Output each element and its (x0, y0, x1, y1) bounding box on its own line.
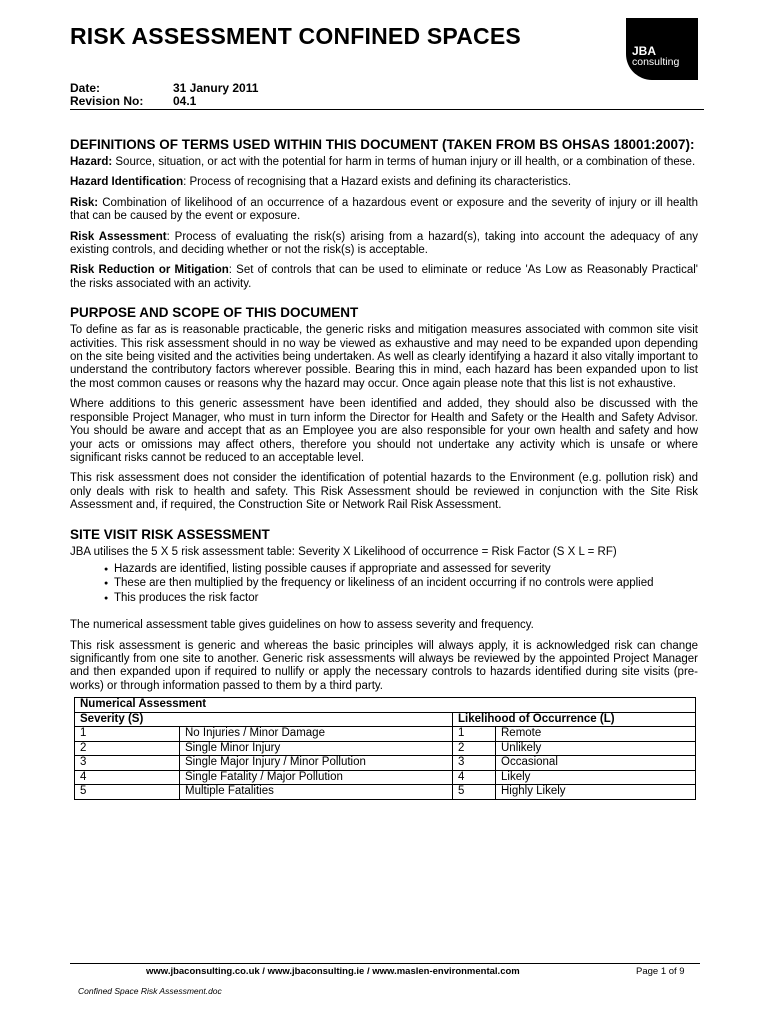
definition-item: Hazard: Source, situation, or act with the potential for harm in terms of human injury or ill health, or a combination of these. (70, 156, 696, 168)
page-title: RISK ASSESSMENT CONFINED SPACES (70, 23, 521, 49)
definitions-heading: DEFINITIONS OF TERMS USED WITHIN THIS DOCUMENT (TAKEN FROM BS OHSAS 18001:2007): (70, 137, 695, 152)
definition-item: Risk Assessment: Process of evaluating the risk(s) arising from a hazard(s), taking into account the adequacy of any existing controls, and deciding whether or not the risk(s) is acceptable. (70, 230, 698, 257)
table-row: 4 Single Fatality / Major Pollution 4 Likely (75, 770, 696, 785)
purpose-heading: PURPOSE AND SCOPE OF THIS DOCUMENT (70, 305, 359, 321)
risk-bullet-list (104, 563, 698, 605)
purpose-paragraph: This risk assessment does not consider the identification of potential hazards to the Environment (e.g. pollution risk) and only deals with risk to health and safety. This Risk Assessment should be reviewed in conjunction with the Site Risk Assessment and, if required, the Construction Site or Network Rail Risk Assessment. (70, 472, 698, 512)
list-item: ● These are then multiplied by the frequency or likeliness of an incident occurring if no controls were applied (104, 577, 698, 590)
site-visit-heading: SITE VISIT RISK ASSESSMENT (70, 526, 270, 542)
document-meta (70, 82, 258, 108)
logo-text-consulting: consulting (632, 56, 680, 68)
table-row: 1 No Injuries / Minor Damage 1 Remote (75, 727, 696, 742)
definition-item: Risk: Combination of likelihood of an occurrence of a hazardous event or exposure and the severity of injury or ill health that can be caused by the event or exposure. (70, 196, 698, 223)
numerical-assessment-table (74, 697, 696, 800)
date-value: 31 Janury 2011 (173, 81, 259, 95)
site-visit-paragraph: The numerical assessment table gives guidelines on how to assess severity and frequency. (70, 619, 534, 632)
table-row: 3 Single Major Injury / Minor Pollution 3 Occasional (75, 756, 696, 771)
site-visit-intro: JBA utilises the 5 X 5 risk assessment table: Severity X Likelihood of occurrence = Risk Factor (S X L = RF) (70, 545, 617, 558)
definition-item: Risk Reduction or Mitigation: Set of controls that can be used to eliminate or reduce 'As Low as Reasonably Practical' the risks associated with an activity. (70, 264, 699, 290)
jba-logo (626, 18, 698, 80)
likelihood-header: Likelihood of Occurrence (L) (453, 712, 696, 727)
revision-label: Revision No: (70, 94, 144, 108)
header-divider (70, 109, 704, 110)
revision-value: 04.1 (173, 94, 197, 108)
site-visit-paragraph: This risk assessment is generic and whereas the basic principles will always apply, it is acknowledged risk can change significantly from one site to another. Generic risk assessments will always be reviewed by the appointed Project Manager and then expanded upon if required to nullify or apply the necessary controls to hazards identified during site visits (pre-works) or through information passed to them by a third party. (70, 639, 698, 692)
severity-header: Severity (S) (75, 712, 453, 727)
definition-item: Hazard Identification: Process of recognising that a Hazard exists and defining its characteristics. (70, 176, 572, 189)
document-filename: Confined Space Risk Assessment.doc (78, 986, 222, 996)
purpose-paragraph: Where additions to this generic assessment have been identified and added, they should also be discussed with the responsible Project Manager, who must in turn inform the Director for Health and Safety or the Health and Safety Advisor. You should be aware and accept that as an Employee you are also responsible for your own health and safety and how your acts or omissions may affect others, therefore you should not undertake any activity which is unsafe or where significant risks cannot be reduced to an acceptable level. (70, 398, 698, 464)
purpose-paragraph: To define as far as is reasonable practicable, the generic risks and mitigation measures associated with common site visit activities. This risk assessment should in no way be viewed as exhaustive and may need to be expanded upon depending on the site being visited and the activities being undertaken. As well as clearly identifying a hazard it also vitally important to understand the contributory factors wherever possible. Bearing this in mind, each hazard has been expanded upon to list the most common causes or reasons why the hazard may occur. Once again please note that this list is not exhaustive. (70, 324, 698, 390)
table-caption: Numerical Assessment (75, 698, 696, 713)
list-item: ● Hazards are identified, listing possible causes if appropriate and assessed for severity (104, 563, 698, 576)
table-row: 5 Multiple Fatalities 5 Highly Likely (75, 785, 696, 800)
table-row: 2 Single Minor Injury 2 Unlikely (75, 741, 696, 756)
footer-divider (70, 963, 700, 964)
page-number: Page 1 of 9 (636, 966, 685, 977)
document-body (70, 137, 698, 800)
logo-text-jba: JBA (632, 44, 657, 58)
list-item: ● This produces the risk factor (104, 592, 698, 605)
date-label: Date: (70, 81, 101, 95)
footer-urls: www.jbaconsulting.co.uk / www.jbaconsulting.ie / www.maslen-environmental.com (146, 966, 520, 977)
